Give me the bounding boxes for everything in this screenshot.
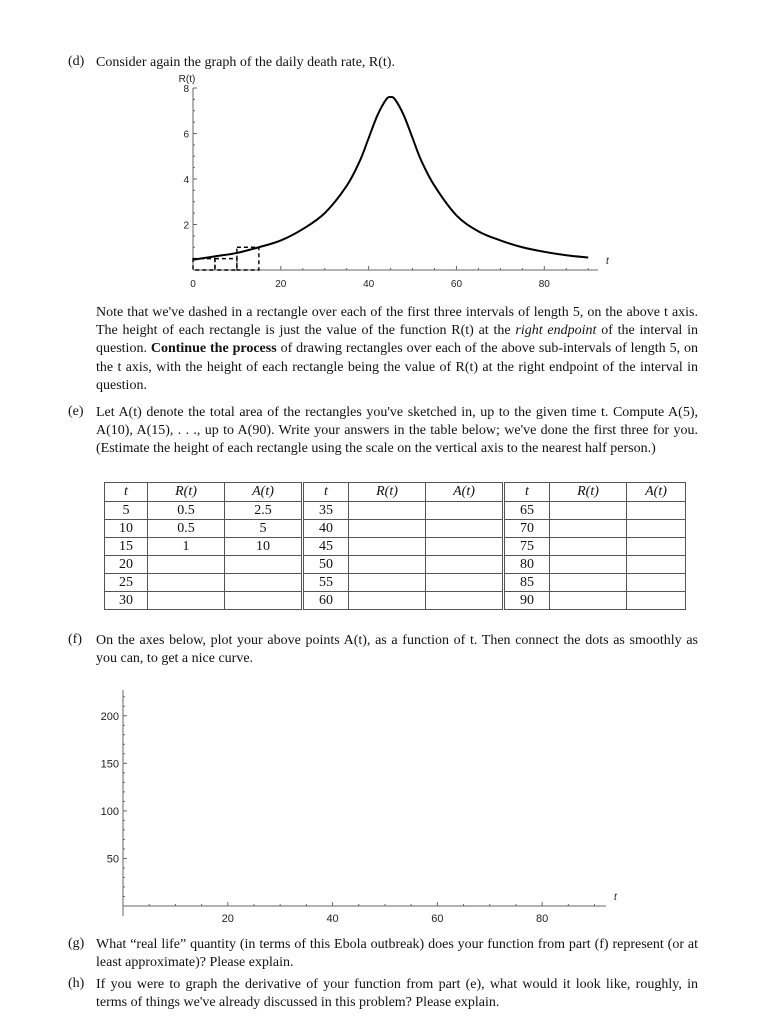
- table-cell: [426, 502, 504, 520]
- table-cell: 90: [504, 592, 550, 610]
- table-cell: 65: [504, 502, 550, 520]
- y-tick-label: 200: [100, 710, 119, 723]
- table-cell: [627, 502, 686, 520]
- table-cell: 35: [303, 502, 349, 520]
- death-rate-chart: [0, 70, 758, 290]
- part-f-label: (f): [68, 632, 82, 647]
- table-cell: [225, 574, 303, 592]
- part-h-text: If you were to graph the derivative of your function from part (e), what would it look like, roughly, in terms of things we've already discussed in this problem? Please explain.: [96, 977, 698, 1011]
- table-cell: 50: [303, 556, 349, 574]
- table-cell: [627, 520, 686, 538]
- table-cell: [349, 538, 426, 556]
- table-cell: [627, 556, 686, 574]
- table-cell: [550, 574, 627, 592]
- y-tick-label: 50: [106, 853, 119, 866]
- table-cell: [550, 502, 627, 520]
- table-header: R(t): [349, 483, 426, 502]
- table-cell: [627, 538, 686, 556]
- rt-curve: [193, 97, 588, 260]
- table-cell: 20: [105, 556, 148, 574]
- area-axes-chart: [0, 680, 758, 930]
- table-header: t: [303, 483, 349, 502]
- table-row: [105, 538, 686, 556]
- table-cell: 70: [504, 520, 550, 538]
- table-cell: 5: [105, 502, 148, 520]
- x-tick-label: 40: [326, 913, 339, 925]
- y-axis-label: R(t): [178, 74, 196, 85]
- note-text-3: of drawing rectangles over each of the above sub-intervals of length 5, on the t axis, with the height of each rectangle being the value of R(t) at the right endpoint of the interval in question.: [96, 341, 698, 393]
- table-cell: 0.5: [148, 520, 225, 538]
- y-tick-label: 2: [183, 220, 189, 232]
- table-header-row: [105, 483, 686, 502]
- y-tick-label: 150: [100, 758, 119, 771]
- part-e-text: Let A(t) denote the total area of the rectangles you've sketched in, up to the given time t. Compute A(5), A(10), A(15), . . ., up to A(90). Write your answers in the table below; we've done the first three for you. (Estimate the height of each rectangle using the scale on the vertical axis to the nearest half person.): [96, 405, 698, 457]
- table-cell: 30: [105, 592, 148, 610]
- table-cell: [426, 538, 504, 556]
- y-tick-label: 8: [183, 84, 189, 95]
- dashed-rectangle: [215, 259, 237, 270]
- table-cell: [550, 556, 627, 574]
- table-cell: 10: [105, 520, 148, 538]
- table-row: [105, 592, 686, 610]
- table-cell: [349, 502, 426, 520]
- table-cell: [349, 520, 426, 538]
- x-tick-label: 80: [536, 913, 549, 925]
- part-g-text: What “real life” quantity (in terms of this Ebola outbreak) does your function from part (f) represent (or at least approximate)? Please explain.: [96, 937, 698, 971]
- table-header: t: [105, 483, 148, 502]
- table-row: [105, 574, 686, 592]
- x-tick-label: 80: [538, 279, 550, 290]
- table-cell: 15: [105, 538, 148, 556]
- values-table: [104, 482, 686, 610]
- x-tick-label: 60: [450, 279, 463, 290]
- y-tick-label: 6: [183, 129, 189, 141]
- table-header: A(t): [426, 483, 504, 502]
- table-header: A(t): [225, 483, 303, 502]
- table-cell: 1: [148, 538, 225, 556]
- table-cell: 85: [504, 574, 550, 592]
- table-cell: [225, 556, 303, 574]
- table-cell: [550, 538, 627, 556]
- table-header: A(t): [627, 483, 686, 502]
- table-row: [105, 556, 686, 574]
- dashed-rectangle: [193, 259, 215, 270]
- part-g-label: (g): [68, 936, 85, 951]
- table-cell: [349, 592, 426, 610]
- table-cell: [426, 574, 504, 592]
- part-d-note: [96, 304, 698, 395]
- table-cell: [349, 574, 426, 592]
- part-h-label: (h): [68, 976, 85, 991]
- table-cell: [148, 592, 225, 610]
- x-tick-label: 40: [363, 279, 375, 290]
- table-row: [105, 502, 686, 520]
- note-bold: Continue the process: [150, 341, 277, 357]
- y-tick-label: 4: [183, 175, 189, 186]
- table-cell: [148, 574, 225, 592]
- part-d-label: (d): [68, 54, 85, 69]
- table-header: R(t): [550, 483, 627, 502]
- y-tick-label: 100: [100, 805, 119, 818]
- table-cell: 10: [225, 538, 303, 556]
- table-cell: [349, 556, 426, 574]
- table-cell: [426, 520, 504, 538]
- table-cell: 55: [303, 574, 349, 592]
- table-cell: 5: [225, 520, 303, 538]
- table-cell: 80: [504, 556, 550, 574]
- x-tick-label: 0: [190, 279, 196, 290]
- table-cell: [148, 556, 225, 574]
- table-cell: [225, 592, 303, 610]
- table-cell: 40: [303, 520, 349, 538]
- table-header: R(t): [148, 483, 225, 502]
- part-d-intro: Consider again the graph of the daily death rate, R(t).: [96, 55, 395, 70]
- table-cell: [627, 574, 686, 592]
- table-cell: 0.5: [148, 502, 225, 520]
- part-e-label: (e): [68, 404, 84, 419]
- table-cell: [550, 520, 627, 538]
- table-cell: 75: [504, 538, 550, 556]
- note-text-2: of the interval in question.: [96, 323, 698, 357]
- part-f-text: On the axes below, plot your above points A(t), as a function of t. Then connect the dots as smoothly as you can, to get a nice curve.: [96, 633, 698, 667]
- x-tick-label: 20: [275, 279, 287, 290]
- table-cell: 45: [303, 538, 349, 556]
- x-axis-label: t: [606, 256, 609, 267]
- x-tick-label: 60: [431, 913, 444, 925]
- table-cell: 2.5: [225, 502, 303, 520]
- table-cell: [426, 556, 504, 574]
- table-cell: [426, 592, 504, 610]
- table-header: t: [504, 483, 550, 502]
- table-cell: 25: [105, 574, 148, 592]
- note-emphasis: right endpoint: [515, 323, 597, 339]
- x-axis-label: t: [614, 892, 617, 903]
- x-tick-label: 20: [221, 913, 234, 925]
- table-cell: 60: [303, 592, 349, 610]
- table-row: [105, 520, 686, 538]
- table-cell: [627, 592, 686, 610]
- table-cell: [550, 592, 627, 610]
- note-text-1: Note that we've dashed in a rectangle over each of the first three intervals of length 5, on the above t axis. The height of each rectangle is just the value of the function R(t) at the: [96, 305, 698, 339]
